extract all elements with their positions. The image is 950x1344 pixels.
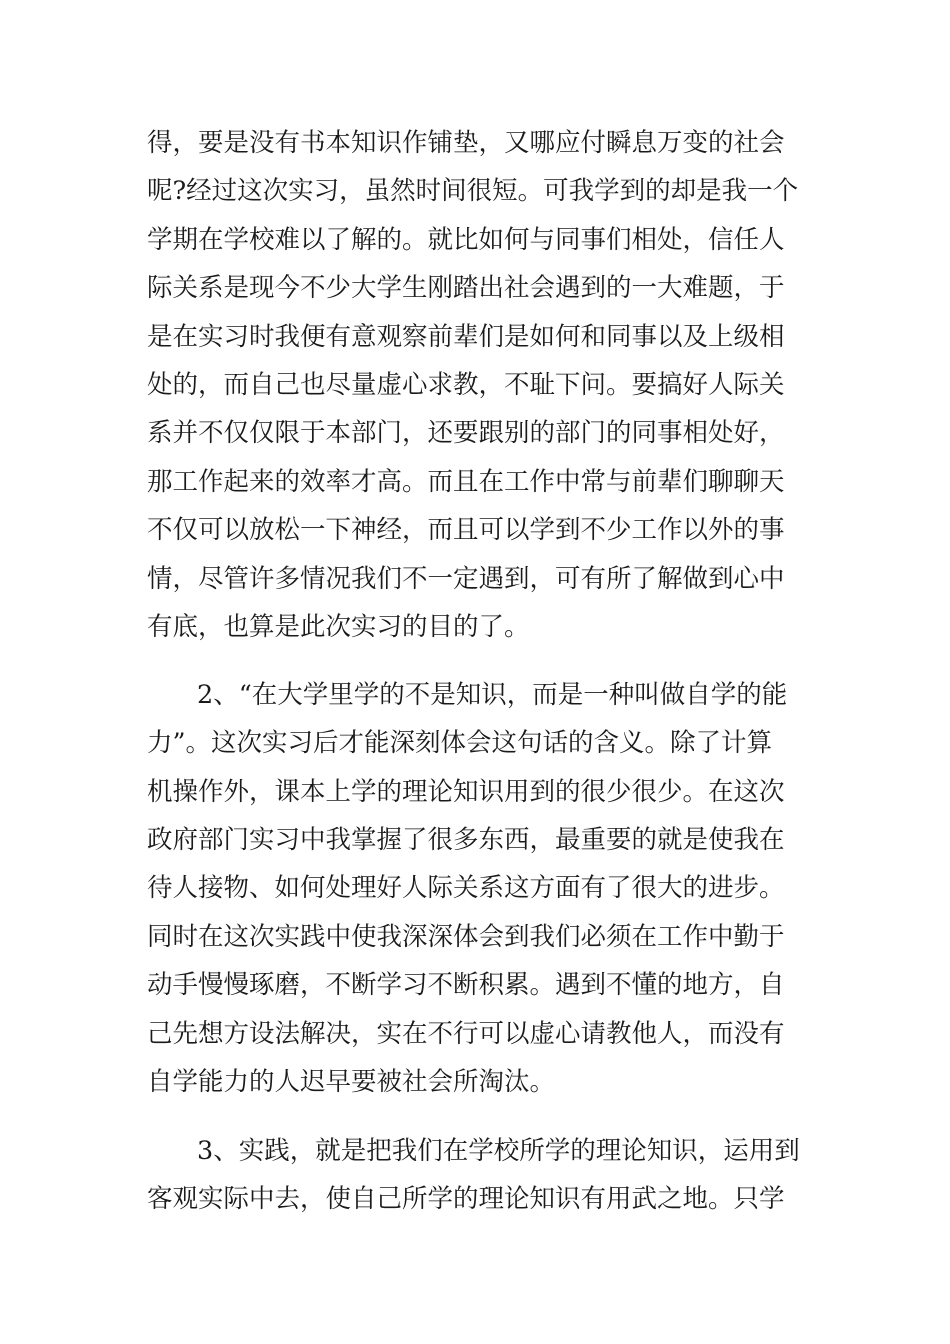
text-line: 处的，而自己也尽量虚心求教，不耻下问。要搞好人际关 [147, 370, 785, 400]
text-line: 力”。这次实习后才能深刻体会这句话的含义。除了计算 [147, 728, 773, 758]
text-line: 呢?经过这次实习，虽然时间很短。可我学到的却是我一个 [147, 176, 799, 206]
text-line: 那工作起来的效率才高。而且在工作中常与前辈们聊聊天 [147, 467, 785, 497]
paragraph-start-line: 2、“在大学里学的不是知识，而是一种叫做自学的能 [197, 680, 788, 710]
text-line: 同时在这次实践中使我深深体会到我们必须在工作中勤于 [147, 922, 785, 952]
text-line: 政府部门实习中我掌握了很多东西，最重要的就是使我在 [147, 825, 785, 855]
text-line: 得，要是没有书本知识作铺垫，又哪应付瞬息万变的社会 [147, 128, 785, 158]
text-line: 机操作外，课本上学的理论知识用到的很少很少。在这次 [147, 777, 785, 807]
text-line: 学期在学校难以了解的。就比如何与同事们相处，信任人 [147, 225, 785, 255]
text-line: 动手慢慢琢磨，不断学习不断积累。遇到不懂的地方，自 [147, 970, 785, 1000]
text-line: 自学能力的人迟早要被社会所淘汰。 [147, 1067, 556, 1097]
text-line: 客观实际中去，使自己所学的理论知识有用武之地。只学 [147, 1184, 785, 1214]
text-line: 是在实习时我便有意观察前辈们是如何和同事以及上级相 [147, 322, 785, 352]
paragraph-start-line: 3、实践，就是把我们在学校所学的理论知识，运用到 [197, 1136, 800, 1166]
text-line: 待人接物、如何处理好人际关系这方面有了很大的进步。 [147, 873, 785, 903]
text-line: 系并不仅仅限于本部门，还要跟别的部门的同事相处好， [147, 418, 785, 448]
text-line: 情，尽管许多情况我们不一定遇到，可有所了解做到心中 [147, 564, 785, 594]
text-line: 有底，也算是此次实习的目的了。 [147, 612, 530, 642]
text-line: 际关系是现今不少大学生刚踏出社会遇到的一大难题，于 [147, 273, 785, 303]
text-line: 己先想方设法解决，实在不行可以虚心请教他人，而没有 [147, 1019, 785, 1049]
text-line: 不仅可以放松一下神经，而且可以学到不少工作以外的事 [147, 515, 785, 545]
